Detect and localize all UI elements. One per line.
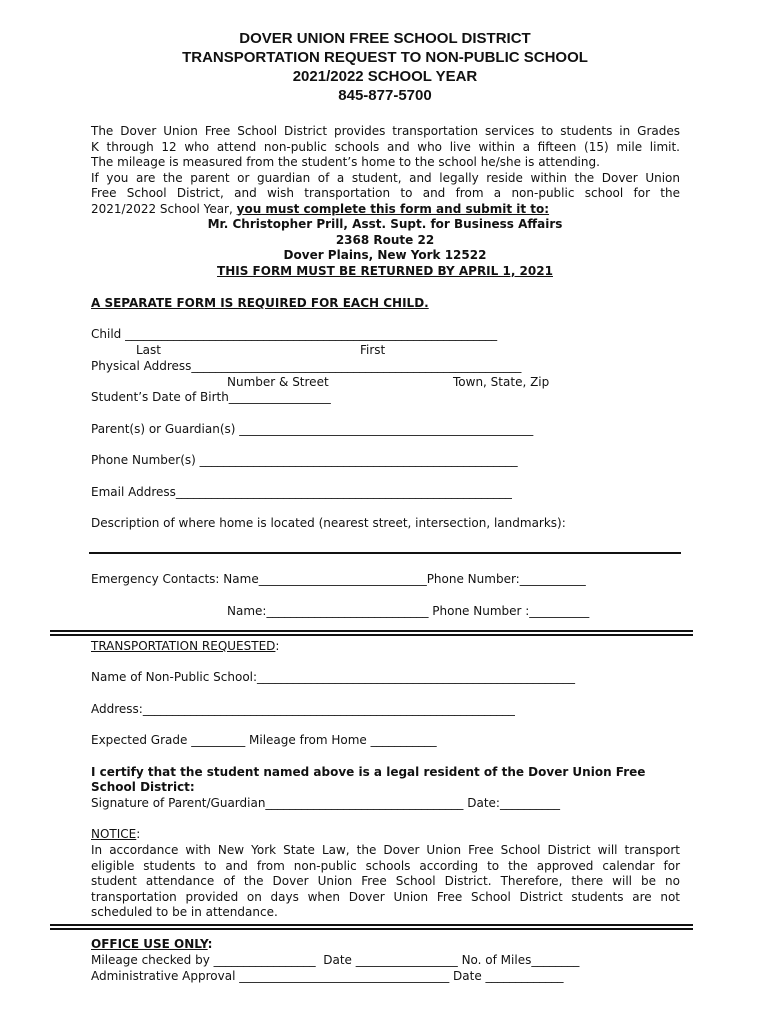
- first-name-caption: First: [360, 343, 386, 357]
- section-divider: [50, 630, 693, 636]
- signature-field[interactable]: Signature of Parent/Guardian_________________________________ Date:__________: [91, 796, 560, 810]
- office-use-heading-text: OFFICE USE ONLY: [91, 937, 208, 951]
- non-public-school-field[interactable]: Name of Non-Public School:_____________________________________________________: [91, 670, 576, 684]
- school-address-field[interactable]: Address:______________________________________________________________: [91, 702, 515, 716]
- transportation-heading: [91, 639, 279, 654]
- form-title: TRANSPORTATION REQUEST TO NON-PUBLIC SCHOOL: [182, 49, 588, 66]
- intro-line: The Dover Union Free School District provides transportation services to students in Grades: [91, 124, 680, 138]
- return-deadline: THIS FORM MUST BE RETURNED BY APRIL 1, 2021: [217, 263, 553, 278]
- intro-line: If you are the parent or guardian of a student, and legally reside within the Dover Union: [91, 170, 680, 185]
- physical-address-field[interactable]: Physical Address_______________________________________________________: [91, 359, 522, 373]
- contact-name: Mr. Christopher Prill, Asst. Supt. for Business Affairs: [207, 217, 563, 231]
- date-of-birth-field[interactable]: Student’s Date of Birth_________________: [91, 390, 331, 404]
- heading-colon: :: [136, 827, 141, 841]
- district-title: DOVER UNION FREE SCHOOL DISTRICT: [239, 30, 531, 47]
- section-divider: [50, 924, 693, 930]
- district-phone: 845-877-5700: [338, 87, 432, 104]
- certify-statement: I certify that the student named above is a legal resident of the Dover Union Free: [91, 765, 646, 779]
- home-description-label: Description of where home is located (nearest street, intersection, landmarks):: [91, 516, 566, 530]
- heading-colon: :: [275, 639, 280, 653]
- last-name-caption: Last: [136, 343, 161, 357]
- notice-line: student attendance of the Dover Union Free School District. Therefore, there will be no: [91, 874, 680, 888]
- intro-line: K through 12 who attend non-public schools and who live within a fifteen (15) mile limit.: [91, 139, 680, 154]
- phone-number-field[interactable]: Phone Number(s) _____________________________________________________: [91, 453, 518, 467]
- notice-line: transportation provided on days when Dover Union Free School District students are not: [91, 889, 680, 904]
- notice-line: scheduled to be in attendance.: [91, 905, 278, 919]
- parent-guardian-field[interactable]: Parent(s) or Guardian(s) _________________________________________________: [91, 422, 534, 436]
- school-year: 2021/2022 SCHOOL YEAR: [292, 68, 478, 85]
- intro-line: [91, 202, 680, 218]
- heading-colon: :: [207, 937, 213, 951]
- notice-heading: [91, 827, 140, 842]
- emergency-contact-2-field[interactable]: Name:___________________________ Phone Number :__________: [227, 604, 590, 618]
- certify-statement: School District:: [91, 780, 195, 794]
- intro-line: Free School District, and wish transportation to and from a non-public school for the: [91, 186, 680, 200]
- child-name-field[interactable]: Child ______________________________________________________________: [91, 327, 498, 341]
- notice-heading-text: NOTICE: [91, 827, 137, 841]
- transportation-heading-text: TRANSPORTATION REQUESTED: [91, 639, 276, 653]
- submit-instruction: you must complete this form and submit it to:: [236, 201, 550, 216]
- mileage-checked-field[interactable]: Mileage checked by _________________ Date _________________ No. of Miles________: [91, 953, 580, 967]
- separate-form-notice: A SEPARATE FORM IS REQUIRED FOR EACH CHILD.: [91, 296, 429, 310]
- number-street-caption: Number & Street: [227, 375, 329, 389]
- notice-line: eligible students to and from non-public schools according to the approved calendar for: [91, 858, 680, 873]
- intro-text: 2021/2022 School Year,: [91, 201, 237, 216]
- description-answer-line[interactable]: [89, 552, 681, 554]
- office-use-heading: [91, 937, 212, 952]
- town-state-zip-caption: Town, State, Zip: [453, 375, 550, 389]
- grade-mileage-field[interactable]: Expected Grade _________ Mileage from Home ___________: [91, 733, 437, 747]
- contact-street: 2368 Route 22: [335, 232, 435, 247]
- emergency-contact-1-field[interactable]: Emergency Contacts: Name____________________________Phone Number:___________: [91, 572, 586, 586]
- intro-line: The mileage is measured from the student’s home to the school he/she is attending.: [91, 155, 600, 169]
- email-address-field[interactable]: Email Address________________________________________________________: [91, 485, 512, 499]
- contact-city: Dover Plains, New York 12522: [283, 248, 487, 262]
- notice-line: In accordance with New York State Law, the Dover Union Free School District will transport: [91, 843, 680, 857]
- administrative-approval-field[interactable]: Administrative Approval ___________________________________ Date _____________: [91, 969, 564, 983]
